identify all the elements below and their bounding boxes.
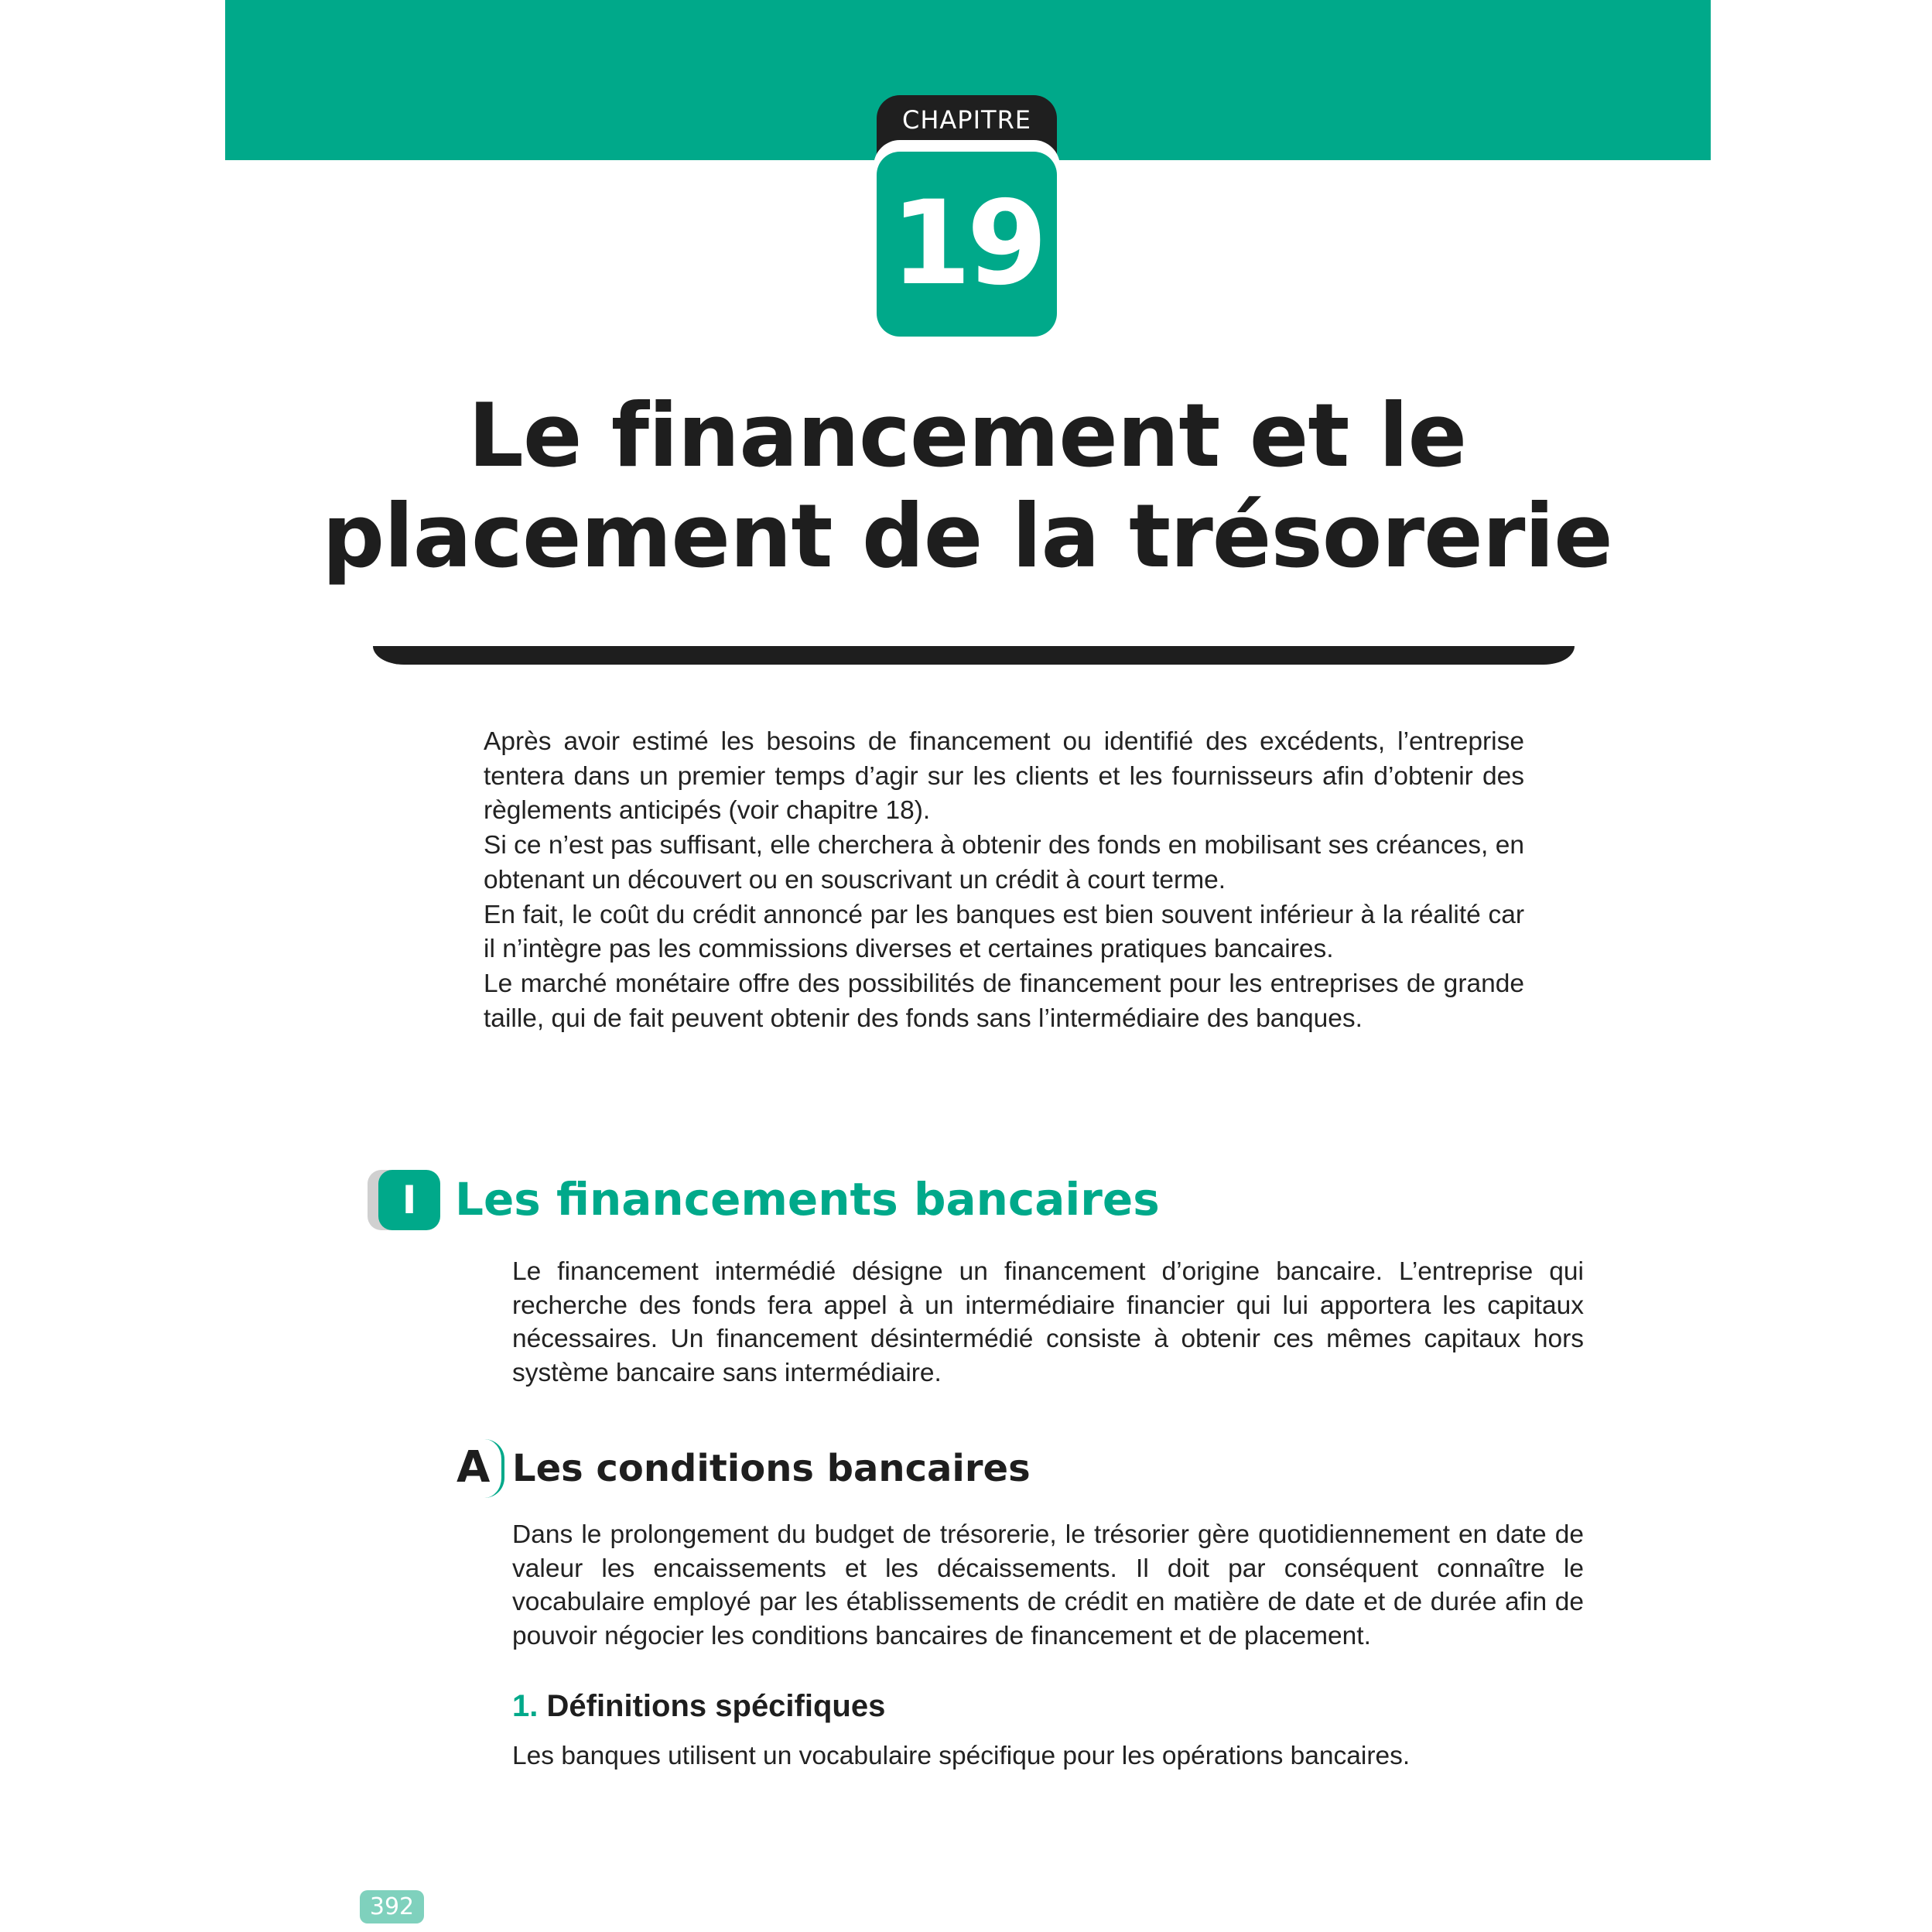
chapter-title [309, 385, 1625, 586]
chapter-label: CHAPITRE [877, 95, 1057, 165]
subsection-bracket [484, 1439, 504, 1498]
item-title: Définitions spécifiques [546, 1689, 886, 1723]
chapter-number: 19 [891, 176, 1043, 311]
intro-paragraph: Si ce n’est pas suffisant, elle cherchera à obtenir des fonds en mobilisant ses créances, en obtenant un découvert ou en souscrivant un crédit à court terme. [484, 831, 1524, 894]
intro-paragraph: En fait, le coût du crédit annoncé par les banques est bien souvent inférieur à la réalité car il n’intègre pas les commissions diverses et certaines pratiques bancaires. [484, 900, 1524, 964]
page-number: 392 [360, 1890, 424, 1923]
section-numeral: I [378, 1170, 440, 1230]
section-text: Le financement intermédié désigne un financement d’origine bancaire. L’entreprise qui recherche des fonds fera appel à un intermédiaire financier qui lui apportera les capitaux nécessaires. Un financement désintermédié consiste à obtenir ces mêmes capitaux hors système bancaire sans intermédiaire. [512, 1257, 1584, 1387]
intro-paragraph: Après avoir estimé les besoins de financement ou identifié des excédents, l’entreprise tentera dans un premier temps d’agir sur les clients et les fournisseurs afin d’obtenir des règlements anticipés (voir chapitre 18). [484, 727, 1524, 826]
subsection-letter: A [456, 1442, 491, 1493]
chapter-title-line-1: Le financement et le [467, 385, 1467, 487]
title-underline [373, 646, 1575, 665]
chapter-intro [484, 725, 1524, 1036]
item-text: Les banques utilisent un vocabulaire spécifique pour les opérations bancaires. [512, 1742, 1411, 1770]
section-title: Les financements bancaires [455, 1173, 1160, 1226]
intro-paragraph: Le marché monétaire offre des possibilités de financement pour les entreprises de grande taille, qui de fait peuvent obtenir des fonds sans l’intermédiaire des banques. [484, 969, 1524, 1033]
item-heading [512, 1685, 885, 1727]
chapter-title-line-2: placement de la trésorerie [322, 485, 1612, 587]
subsection-text: Dans le prolongement du budget de trésorerie, le trésorier gère quotidiennement en date de valeur les encaissements et les décaissements. Il doit par conséquent connaître le vocabulaire employé par les établissements de crédit en matière de date et de durée afin de pouvoir négocier les conditions bancaires de financement et de placement. [512, 1520, 1584, 1650]
item-number: 1. [512, 1689, 539, 1723]
subsection-title: Les conditions bancaires [512, 1447, 1031, 1490]
